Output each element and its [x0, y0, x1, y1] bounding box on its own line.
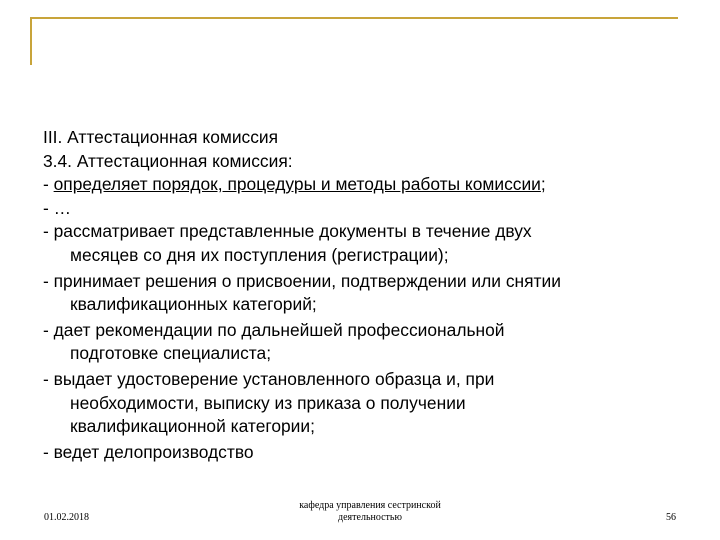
list-item: - …	[43, 197, 72, 218]
list-item: - дает рекомендации по дальнейшей профессиональной	[43, 319, 505, 340]
subsection-heading: 3.4. Аттестационная комиссия:	[43, 150, 293, 171]
list-item-continuation: квалификационной категории;	[70, 416, 315, 437]
list-item: - выдает удостоверение установленного образца и, при	[43, 368, 495, 389]
list-item-continuation: подготовке специалиста;	[70, 343, 272, 364]
list-item-suffix: ;	[540, 174, 546, 195]
list-item-continuation: необходимости, выписку из приказа о получении	[70, 392, 466, 413]
frame-left-border	[30, 17, 32, 65]
footer-department	[260, 500, 480, 524]
slide-body	[43, 126, 683, 464]
footer-department-line: кафедра управления сестринской	[299, 500, 441, 511]
list-item-continuation: месяцев со дня их поступления (регистрации);	[70, 244, 449, 265]
page-number: 56	[666, 512, 676, 523]
list-item-continuation: квалификационных категорий;	[70, 294, 317, 315]
footer-date: 01.02.2018	[44, 512, 89, 523]
list-item	[43, 173, 683, 197]
frame-top-border	[30, 17, 678, 19]
list-item: - рассматривает представленные документы в течение двух	[43, 221, 532, 242]
section-heading: III. Аттестационная комиссия	[43, 127, 279, 147]
footer-department-line: деятельностью	[338, 512, 402, 523]
list-item-prefix: -	[43, 174, 54, 195]
list-item: - ведет делопроизводство	[43, 441, 254, 462]
list-item: - принимает решения о присвоении, подтверждении или снятии	[43, 270, 561, 291]
underlined-text: определяет порядок, процедуры и методы работы комиссии	[53, 174, 541, 195]
